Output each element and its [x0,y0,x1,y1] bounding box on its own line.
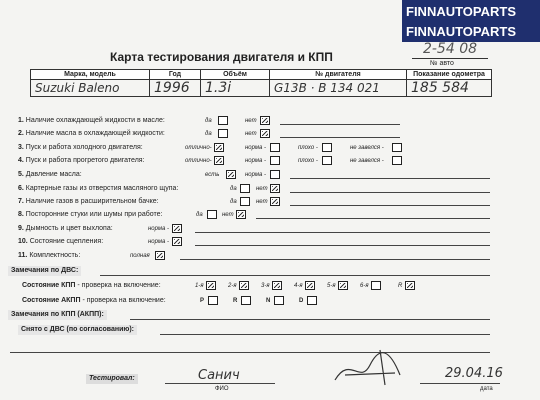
removed-label: Снято с ДВС (по согласованию): [18,325,137,335]
opt-net: нет [222,212,234,218]
remarks-dvs-label: Замечания по ДВС: [8,266,81,276]
checkbox[interactable] [218,116,228,125]
checkbox-checked[interactable] [272,281,282,290]
checkbox-checked[interactable] [214,143,224,152]
answer-line [290,178,490,179]
checkbox[interactable] [322,143,332,152]
checkbox-checked[interactable] [155,251,165,260]
item-5: 5. Давление масла: [18,171,82,178]
checkbox-checked[interactable] [239,281,249,290]
gear-1: 1-я [195,283,204,289]
opt-da: да [230,186,237,192]
tested-label: Тестировал: [86,374,138,384]
brand-line-1: FINNAUTOPARTS [406,4,517,19]
remarks-kpp-label: Замечания по КПП (АКПП): [8,310,107,320]
opt-da: да [205,118,212,124]
answer-line [180,259,490,260]
answer-line [290,205,490,206]
checkbox[interactable] [371,281,381,290]
answer-line [130,319,490,320]
checkbox[interactable] [392,143,402,152]
checkbox-checked[interactable] [172,237,182,246]
item-6: 6. Картерные газы из отверстия масляного щупа: [18,185,179,192]
checkbox[interactable] [270,170,280,179]
opt-est: есть [205,172,220,178]
item-1: 1. Наличие охлаждающей жидкости в масле: [18,117,165,124]
gear-3: 3-я [261,283,270,289]
checkbox[interactable] [241,296,251,305]
checkbox-checked[interactable] [206,281,216,290]
checkbox[interactable] [218,129,228,138]
item-4: 4. Пуск и работа прогретого двигателя: [18,157,145,164]
akpp-p: P [200,298,205,304]
item-3: 3. Пуск и работа холодного двигателя: [18,144,143,151]
col-make-model: Марка, модель [30,69,150,80]
col-year: Год [149,69,201,80]
answer-line [10,352,490,353]
checkbox[interactable] [240,197,250,206]
value-year: 1996 [149,79,201,97]
checkbox-checked[interactable] [260,116,270,125]
akpp-state: Состояние АКПП - проверка на включение: [22,297,166,304]
tester-name: Санич [198,368,240,383]
opt-da: да [230,199,237,205]
checkbox[interactable] [240,184,250,193]
checkbox[interactable] [274,296,284,305]
checkbox-checked[interactable] [214,156,224,165]
checkbox-checked[interactable] [270,184,280,193]
gear-4: 4-я [294,283,303,289]
opt-norma: норма - [148,239,170,245]
checkbox-checked[interactable] [338,281,348,290]
opt-ploho: плохо - [298,145,318,151]
value-make-model: Suzuki Baleno [30,79,150,97]
date-label: дата [480,386,493,392]
answer-line [195,232,490,233]
opt-net: нет [256,186,268,192]
checkbox-checked[interactable] [236,210,246,219]
col-volume: Объём [200,69,270,80]
opt-ploho: плохо - [298,158,318,164]
answer-line [195,245,490,246]
checkbox-checked[interactable] [270,197,280,206]
page-title: Карта тестирования двигателя и КПП [110,50,333,64]
opt-otlichno: отлично- [185,145,212,151]
date-line [420,383,500,384]
checkbox-checked[interactable] [226,170,236,179]
gear-6: 6-я [360,283,369,289]
gear-r: R [398,283,403,289]
checkbox[interactable] [322,156,332,165]
signature [330,345,410,390]
opt-norma: норма - [245,158,267,164]
checkbox[interactable] [270,143,280,152]
col-odometer: Показание одометра [406,69,492,80]
fio-label: ФИО [215,386,229,392]
item-7: 7. Наличие газов в расширительном бачке: [18,198,159,205]
value-volume: 1.3i [200,79,270,97]
col-engine-no: № двигателя [269,69,407,80]
item-2: 2. Наличие масла в охлаждающей жидкости: [18,130,165,137]
opt-da: да [205,131,212,137]
fio-line [165,383,275,384]
opt-norma: норма - [245,145,267,151]
answer-line [280,137,400,138]
opt-norma: норма - [245,172,267,178]
gear-2: 2-я [228,283,237,289]
opt-ne-zavelsya: не завелся - [350,145,384,151]
answer-line [256,218,490,219]
item-11: 11. Комплектность: [18,252,81,259]
akpp-n: N [266,298,271,304]
opt-net: нет [256,199,268,205]
checkbox-checked[interactable] [172,224,182,233]
kpp-state: Состояние КПП - проверка на включение: [22,282,161,289]
item-9: 9. Дымность и цвет выхлопа: [18,225,113,232]
checkbox-checked[interactable] [305,281,315,290]
item-8: 8. Посторонние стуки или шумы при работе: [18,211,163,218]
opt-da: да [196,212,203,218]
opt-net: нет [245,131,257,137]
opt-ne-zavelsya: не завелся - [350,158,384,164]
opt-net: нет [245,118,257,124]
value-odometer: 185 584 [406,79,492,97]
value-engine-no: G13B · B 134 021 [269,79,407,97]
handwritten-auto-number: 2-54 08 [412,40,488,59]
akpp-d: D [299,298,304,304]
checkbox[interactable] [392,156,402,165]
answer-line [160,334,490,335]
answer-line [290,192,490,193]
checkbox-checked[interactable] [405,281,415,290]
item-10: 10. Состояние сцепления: [18,238,104,245]
opt-otlichno: отлично- [185,158,212,164]
opt-norma: норма - [148,226,170,232]
checkbox[interactable] [207,210,217,219]
akpp-r: R [233,298,238,304]
brand-line-2: FINNAUTOPARTS [406,24,517,39]
gear-5: 5-я [327,283,336,289]
brand-watermark [402,0,540,42]
answer-line [100,275,490,276]
checkbox[interactable] [208,296,218,305]
date-value: 29.04.16 [445,366,503,381]
auto-number-label: № авто [430,60,454,67]
checkbox-checked[interactable] [260,129,270,138]
answer-line [280,124,400,125]
opt-polnaya: полная [130,253,150,259]
checkbox[interactable] [270,156,280,165]
checkbox[interactable] [307,296,317,305]
